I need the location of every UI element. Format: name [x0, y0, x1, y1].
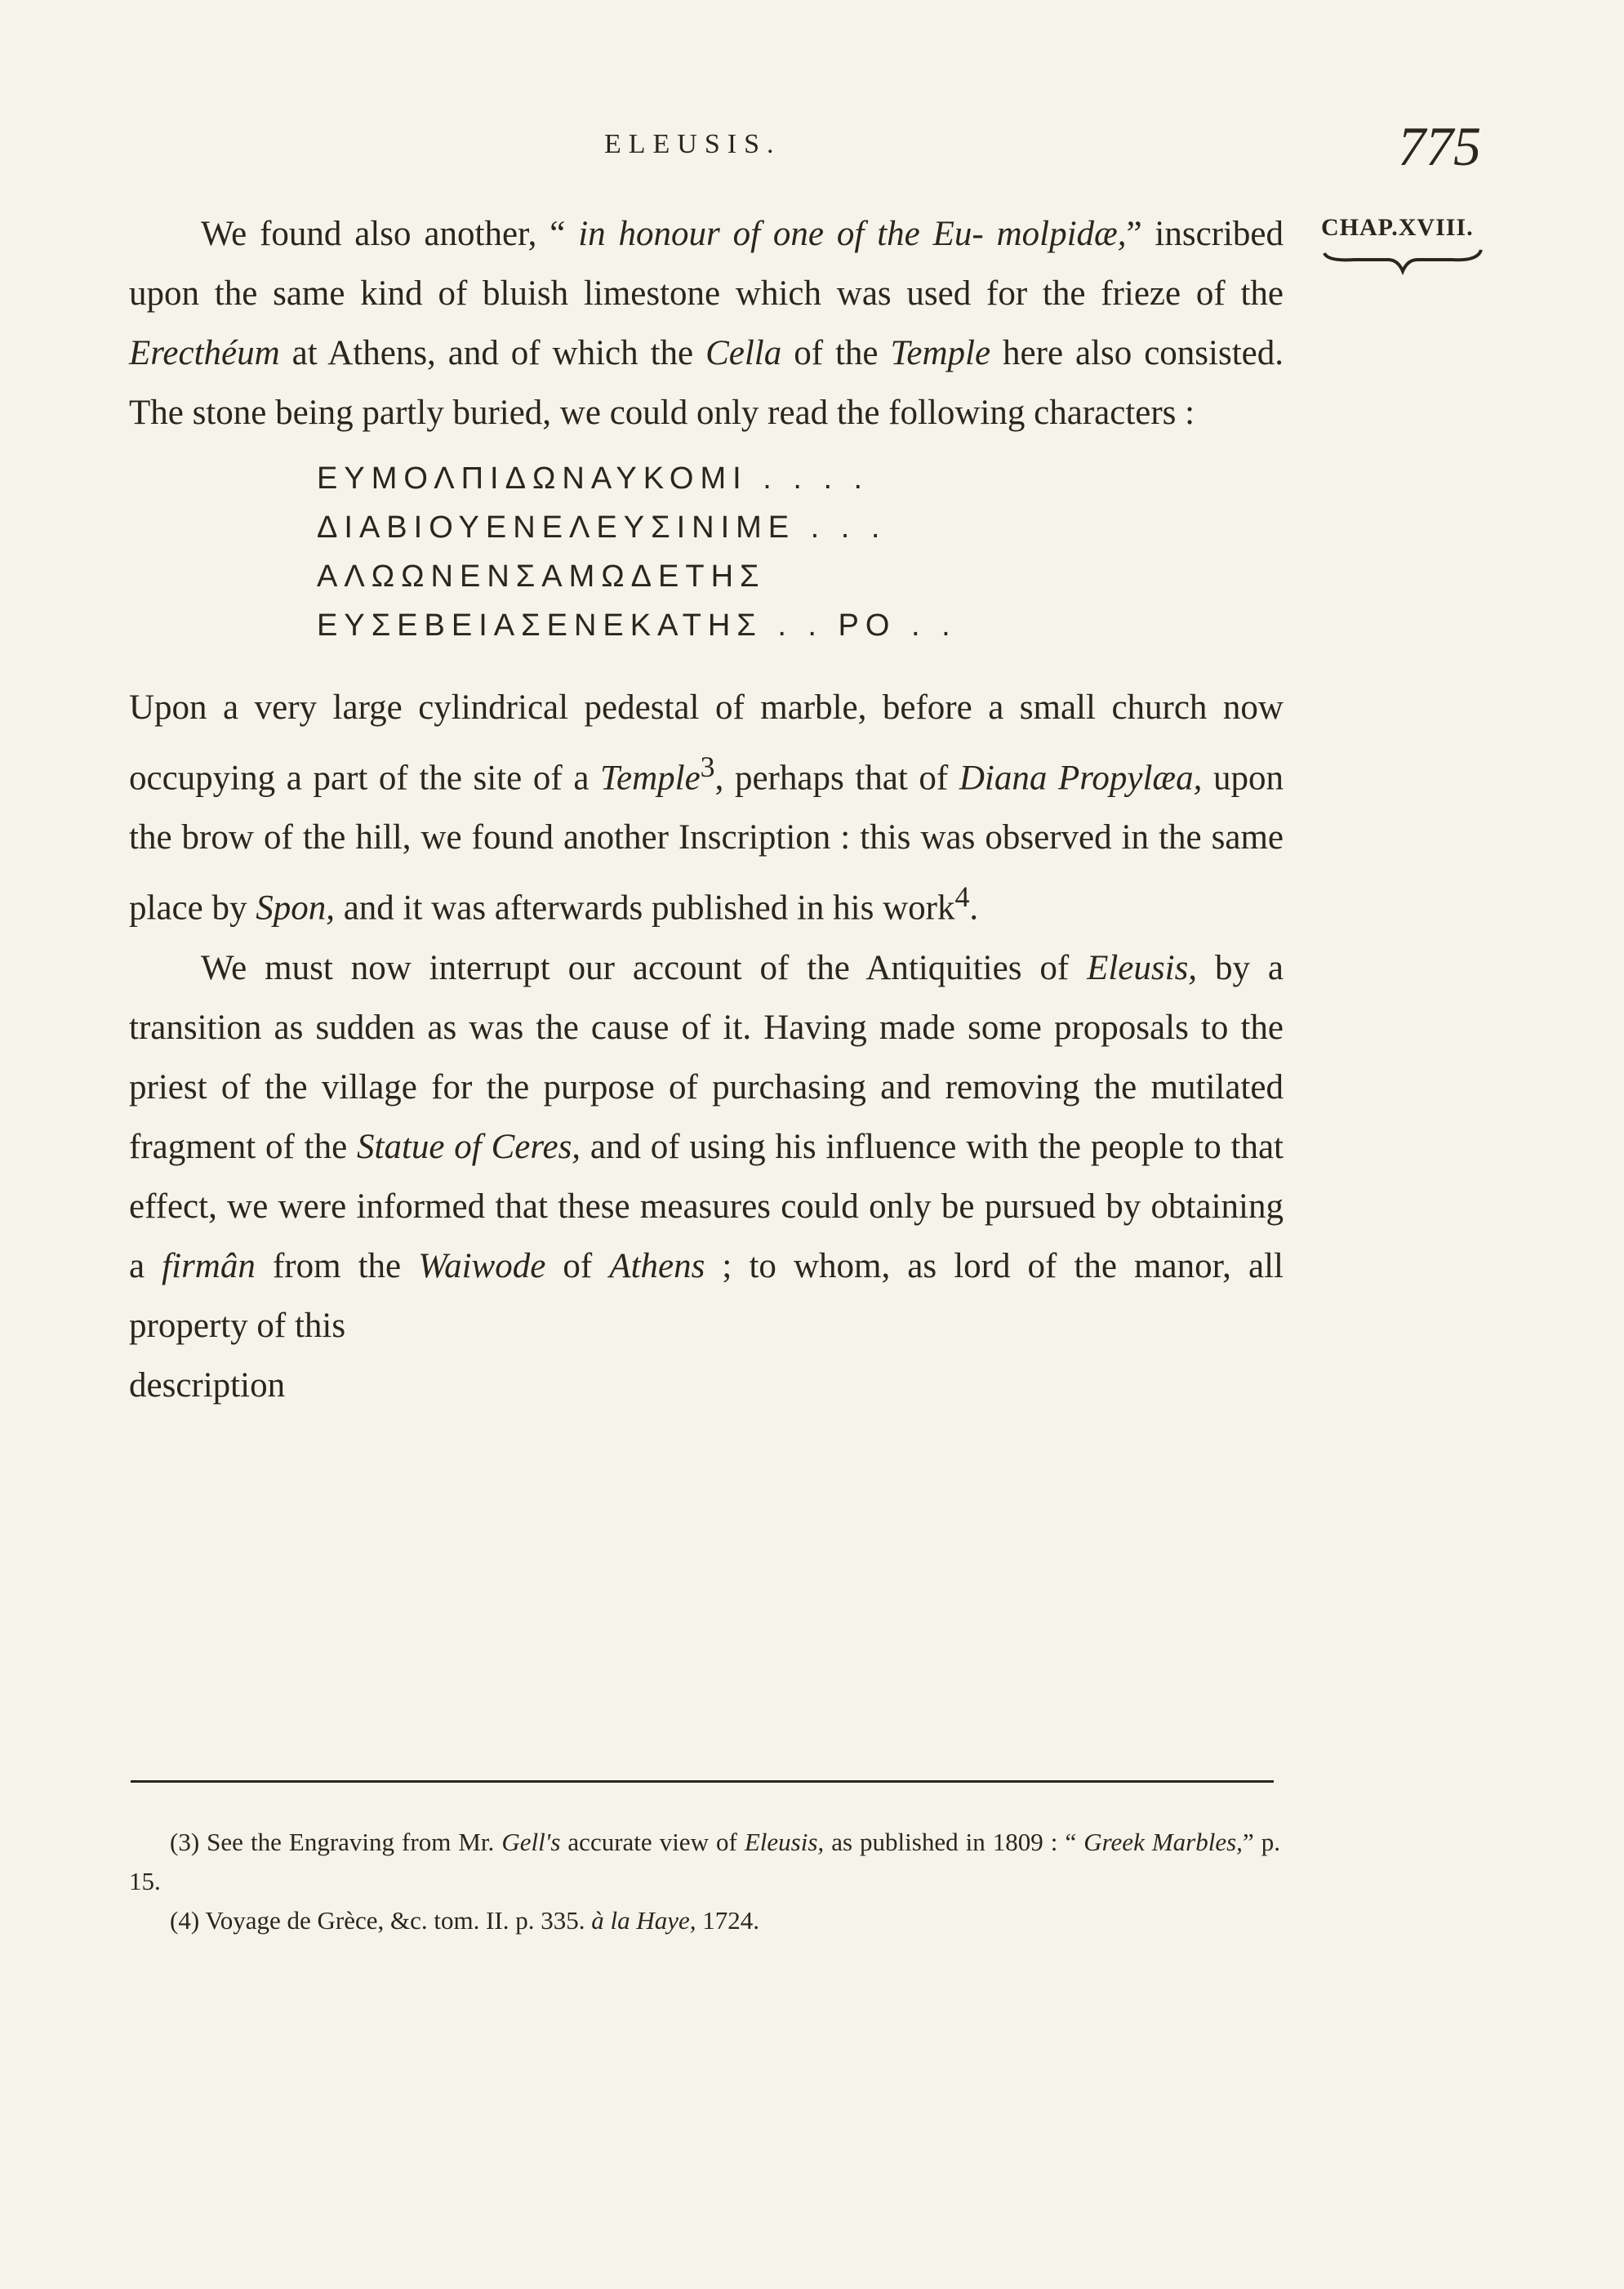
footnote-3: (3) See the Engraving from Mr. Gell's accurate view of Eleusis, as published in 1809 : “ Greek Marbles,” p. 15. — [129, 1828, 1280, 1895]
inscription-line: ΑΛΩΩΝΕΝΣΑΜΩΔΕΤΗΣ — [317, 559, 766, 594]
brace-ornament — [1321, 247, 1484, 276]
chapter-marker: CHAP.XVIII. — [1321, 214, 1474, 241]
inscription-line: ΕΥΜΟΛΠΙΔΩΝΑΥΚΟΜΙ . . . . — [317, 461, 870, 496]
footnote-4: (4) Voyage de Grèce, &c. tom. II. p. 335. à la Haye, 1724. — [170, 1906, 760, 1935]
main-text — [129, 204, 1284, 1415]
inscription-line: ΔΙΑΒΙΟΥΕΝΕΛΕΥΣΙΝΙΜΕ . . . — [317, 510, 887, 545]
catchword: description — [129, 1365, 286, 1405]
running-title: ELEUSIS. — [604, 129, 781, 159]
paragraph-3: We must now interrupt our account of the Antiquities of Eleusis, by a transition as sudden as was the cause of it. Having made some proposals to the priest of the village for the purpose of purchasing and removing the mutilated fragment of the Statue of Ceres, and of using his influence with the people to that effect, we were informed that these measures could only be pursued by obtaining a firmân from the Waiwode of Athens ; to whom, as lord of the manor, all property of this — [129, 948, 1284, 1345]
paragraph-2: Upon a very large cylindrical pedestal of marble, before a small church now occupying a part of the site of a Temple$^3$, perhaps that of Diana Propylæa, upon the brow of the hill, we found another Inscription : this was observed in the same place by Spon, and it was afterwards published in his work$^4$. — [129, 688, 1284, 928]
paragraph-1: We found also another, “ in honour of one of the Eu- molpidæ,” inscribed upon the same kind of bluish limestone which was used for the frieze of the Erecthéum at Athens, and of which the Cella of the Temple here also consisted. The stone being partly buried, we could only read the following characters : — [129, 215, 1284, 432]
footnote-rule — [131, 1780, 1274, 1783]
greek-inscription — [317, 454, 1284, 650]
footnote-ref-3: 3 — [700, 750, 715, 783]
inscription-line: ΕΥΣΕΒΕΙΑΣΕΝΕΚΑΤΗΣ . . ΡΟ . . — [317, 608, 957, 643]
footnotes — [129, 1823, 1280, 1940]
page-number: 775 — [1398, 115, 1481, 177]
footnote-ref-4: 4 — [954, 880, 970, 914]
